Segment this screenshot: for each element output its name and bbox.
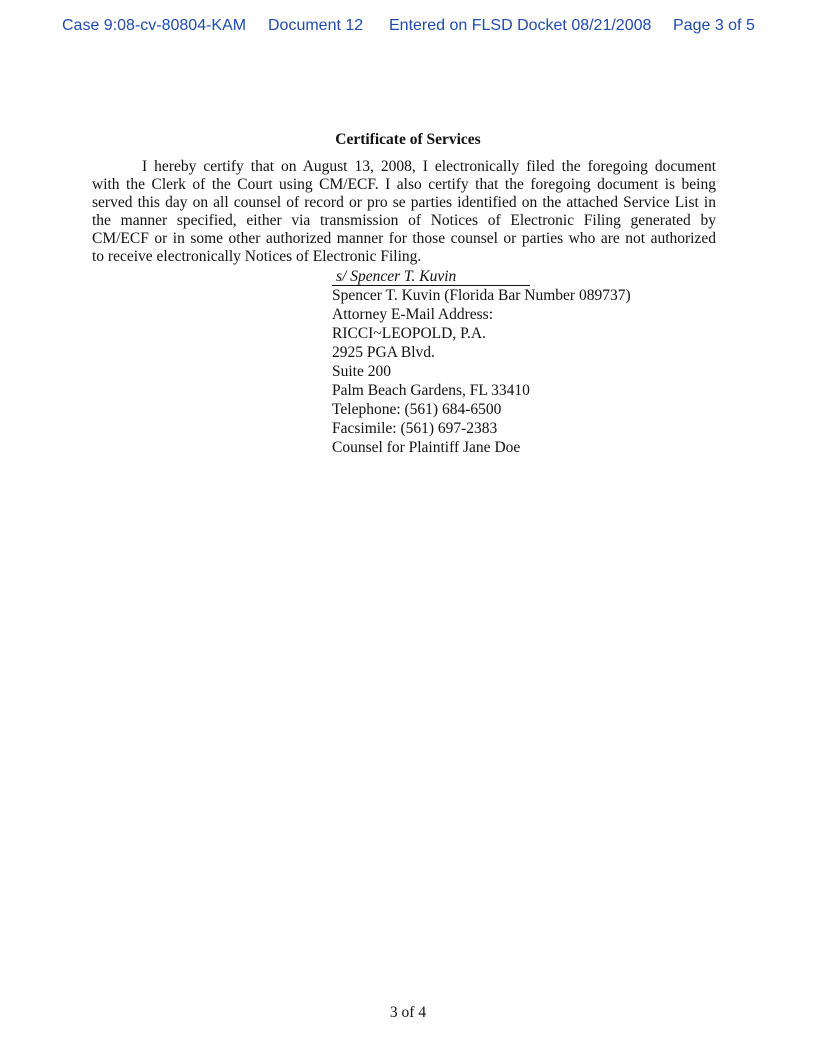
paragraph-line: with the Clerk of the Court using CM/ECF. I also certify that the foregoing document is being [92, 176, 716, 193]
firm-facsimile: Facsimile: (561) 697-2383 [332, 420, 498, 437]
ecf-header [0, 17, 816, 39]
counsel-for: Counsel for Plaintiff Jane Doe [332, 439, 521, 456]
page-number: 3 of 4 [389, 1004, 427, 1021]
signature-block [332, 267, 692, 457]
firm-suite: Suite 200 [332, 363, 391, 380]
firm-name: RICCI~LEOPOLD, P.A. [332, 325, 486, 342]
firm-city-state-zip: Palm Beach Gardens, FL 33410 [332, 382, 530, 399]
attorney-email-label: Attorney E-Mail Address: [332, 306, 494, 323]
paragraph-line: to receive electronically Notices of Electronic Filing. [92, 248, 422, 265]
paragraph-line: CM/ECF or in some other authorized manner for those counsel or parties who are not authorized [92, 230, 716, 247]
firm-street: 2925 PGA Blvd. [332, 344, 435, 361]
paragraph-line: the manner specified, either via transmission of Notices of Electronic Filing generated by [92, 212, 716, 229]
paragraph-line: I hereby certify that on August 13, 2008, I electronically filed the foregoing document [142, 158, 716, 175]
header-document-number: Document 12 [268, 17, 364, 34]
signature-line [332, 268, 530, 286]
certificate-paragraph [92, 158, 716, 266]
attorney-name-bar: Spencer T. Kuvin (Florida Bar Number 089737) [332, 287, 631, 304]
certificate-title: Certificate of Services [335, 131, 481, 148]
paragraph-line: served this day on all counsel of record or pro se parties identified on the attached Service List in [92, 194, 716, 211]
electronic-signature: s/ Spencer T. Kuvin [336, 268, 457, 285]
header-page-count: Page 3 of 5 [673, 17, 755, 34]
header-case-number: Case 9:08-cv-80804-KAM [62, 17, 247, 34]
firm-telephone: Telephone: (561) 684-6500 [332, 401, 502, 418]
header-entered-date: Entered on FLSD Docket 08/21/2008 [389, 17, 652, 34]
